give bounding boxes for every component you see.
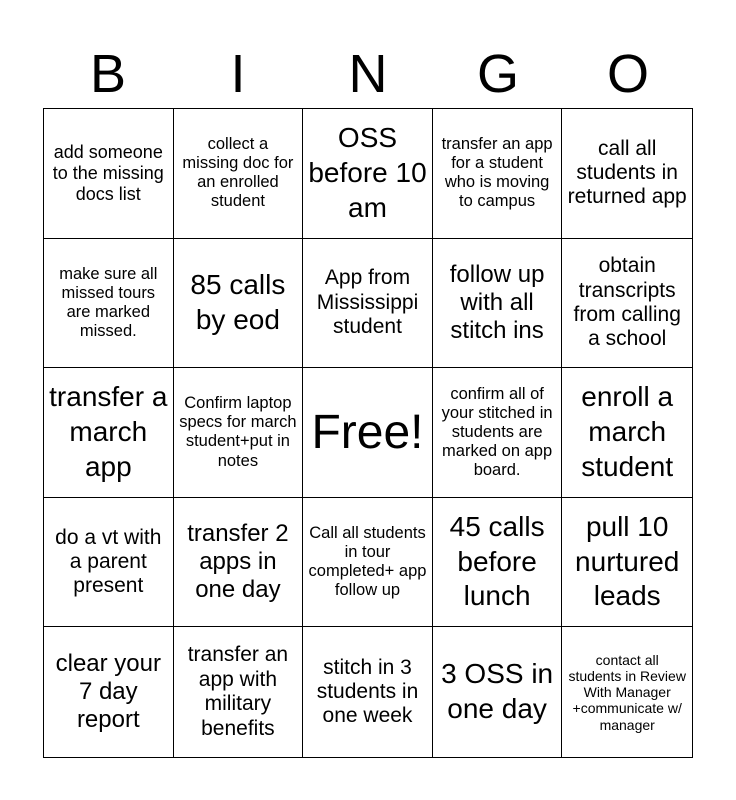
cell-text: transfer an app for a student who is moving to campus (441, 135, 553, 211)
bingo-cell[interactable] (44, 109, 174, 239)
bingo-cell[interactable] (303, 498, 433, 628)
bingo-cell[interactable] (433, 239, 563, 369)
cell-text: add someone to the missing docs list (52, 141, 164, 204)
bingo-cell[interactable] (433, 368, 563, 498)
bingo-cell[interactable] (174, 498, 304, 628)
cell-text: collect a missing doc for an enrolled student (182, 135, 294, 211)
bingo-cell[interactable] (562, 239, 692, 369)
bingo-cell[interactable] (174, 627, 304, 757)
cell-text: call all students in returned app (567, 136, 687, 209)
cell-text: follow up with all stitch ins (449, 261, 545, 344)
bingo-board (43, 108, 693, 758)
bingo-cell[interactable] (303, 109, 433, 239)
bingo-cell[interactable] (433, 109, 563, 239)
header-letter-i: I (230, 44, 246, 104)
cell-text: stitch in 3 students in one week (316, 655, 419, 728)
bingo-cell[interactable] (562, 109, 692, 239)
bingo-cell[interactable] (303, 239, 433, 369)
cell-text: enroll a march student (581, 381, 674, 482)
bingo-cell[interactable] (174, 239, 304, 369)
free-space[interactable] (303, 368, 433, 498)
bingo-cell[interactable] (562, 627, 692, 757)
header-letter-o: O (606, 44, 649, 104)
cell-text: 85 calls by eod (190, 269, 286, 335)
bingo-cell[interactable] (44, 627, 174, 757)
cell-text: transfer 2 apps in one day (187, 520, 289, 603)
cell-text: contact all students in Review With Manager +communicate w/ manager (568, 651, 686, 733)
header-letter-n: N (348, 44, 388, 104)
bingo-cell[interactable] (562, 368, 692, 498)
cell-text: 3 OSS in one day (441, 658, 554, 725)
cell-text: Call all students in tour completed+ app follow up (308, 523, 427, 600)
header-letter-g: G (476, 44, 519, 104)
cell-text: OSS before 10 am (308, 122, 427, 223)
cell-text: do a vt with a parent present (55, 525, 162, 598)
cell-text: App from Mississippi student (316, 266, 419, 339)
cell-text: make sure all missed tours are marked missed. (59, 264, 158, 341)
bingo-cell[interactable] (433, 498, 563, 628)
cell-text: pull 10 nurtured leads (575, 511, 680, 612)
cell-text: Confirm laptop specs for march student+put in notes (179, 394, 297, 470)
bingo-header (43, 40, 693, 108)
header-letter-b: B (89, 44, 127, 104)
bingo-cell[interactable] (174, 109, 304, 239)
free-space-text: Free! (311, 405, 424, 459)
bingo-cell[interactable] (44, 498, 174, 628)
cell-text: 45 calls before lunch (449, 511, 545, 612)
bingo-cell[interactable] (562, 498, 692, 628)
cell-text: transfer a march app (49, 381, 168, 482)
cell-text: confirm all of your stitched in students are marked on app board. (441, 384, 553, 480)
bingo-cell[interactable] (44, 368, 174, 498)
bingo-cell[interactable] (174, 368, 304, 498)
bingo-cell[interactable] (44, 239, 174, 369)
bingo-cell[interactable] (303, 627, 433, 757)
bingo-cell[interactable] (433, 627, 563, 757)
cell-text: clear your 7 day report (55, 650, 161, 734)
cell-text: transfer an app with military benefits (187, 643, 289, 740)
cell-text: obtain transcripts from calling a school (573, 254, 681, 351)
